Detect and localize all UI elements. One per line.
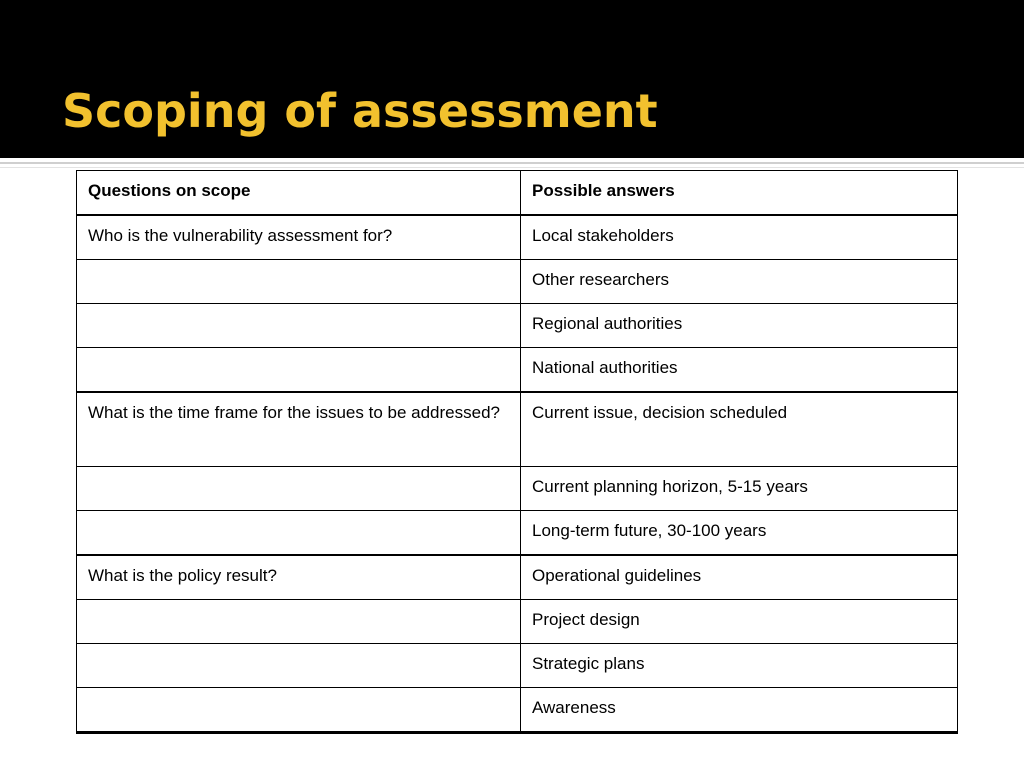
question-cell xyxy=(77,260,521,304)
answer-cell: Current planning horizon, 5-15 years xyxy=(521,467,958,511)
question-cell xyxy=(77,348,521,393)
table-row xyxy=(77,348,958,393)
answer-cell: Regional authorities xyxy=(521,304,958,348)
answer-cell: National authorities xyxy=(521,348,958,393)
column-header-answers: Possible answers xyxy=(521,171,958,216)
table-row xyxy=(77,467,958,511)
table-row xyxy=(77,392,958,467)
table-row xyxy=(77,260,958,304)
answer-cell: Local stakeholders xyxy=(521,215,958,260)
table-row xyxy=(77,644,958,688)
table-row xyxy=(77,215,958,260)
title-band xyxy=(0,0,1024,158)
answer-cell: Long-term future, 30-100 years xyxy=(521,511,958,556)
table-row xyxy=(77,688,958,733)
table-row xyxy=(77,511,958,556)
table-row xyxy=(77,600,958,644)
question-text: What is the time frame for the issues to be addressed? xyxy=(88,403,500,422)
answer-cell: Awareness xyxy=(521,688,958,733)
question-cell xyxy=(77,392,521,467)
question-cell xyxy=(77,511,521,556)
column-header-questions: Questions on scope xyxy=(77,171,521,216)
answer-cell: Other researchers xyxy=(521,260,958,304)
slide-title: Scoping of assessment xyxy=(62,84,658,138)
table-row xyxy=(77,304,958,348)
answer-cell: Strategic plans xyxy=(521,644,958,688)
table-header-row xyxy=(77,171,958,216)
question-cell: Who is the vulnerability assessment for? xyxy=(77,215,521,260)
answer-cell: Project design xyxy=(521,600,958,644)
answer-cell: Current issue, decision scheduled xyxy=(521,392,958,467)
question-cell: What is the policy result? xyxy=(77,555,521,600)
question-cell xyxy=(77,304,521,348)
title-divider xyxy=(0,162,1024,164)
table-row xyxy=(77,555,958,600)
question-cell xyxy=(77,688,521,733)
question-cell xyxy=(77,467,521,511)
title-divider-secondary xyxy=(0,167,1024,168)
scope-table xyxy=(76,170,958,734)
question-cell xyxy=(77,644,521,688)
question-cell xyxy=(77,600,521,644)
answer-cell: Operational guidelines xyxy=(521,555,958,600)
